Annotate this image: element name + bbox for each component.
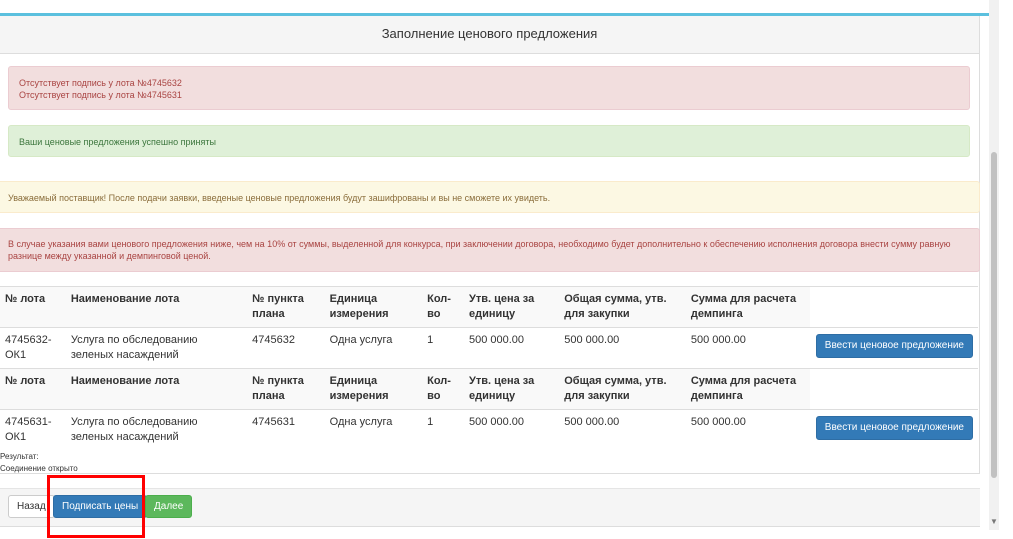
scrollbar-thumb[interactable] xyxy=(991,152,997,478)
header-unit: Единица измерения xyxy=(325,287,422,328)
scroll-down-arrow-icon[interactable]: ▼ xyxy=(990,517,998,526)
cell-unit-price: 500 000.00 xyxy=(464,328,559,369)
success-alert xyxy=(8,125,970,157)
page-scrollbar[interactable] xyxy=(989,0,999,530)
sign-prices-button[interactable]: Подписать цены xyxy=(53,495,147,518)
header-lot-name: Наименование лота xyxy=(66,287,247,328)
header-unit: Единица измерения xyxy=(325,369,422,410)
header-action xyxy=(810,369,978,410)
cell-action xyxy=(810,328,978,369)
warning-alert xyxy=(0,181,980,213)
signature-missing-message: Отсутствует подпись у лота №4745632 xyxy=(19,78,182,88)
table-row xyxy=(0,410,978,451)
cell-dumping-sum: 500 000.00 xyxy=(686,410,810,451)
header-dumping-sum: Сумма для расчета демпинга xyxy=(686,369,810,410)
header-total: Общая сумма, утв. для закупки xyxy=(559,287,686,328)
cell-lot-no: 4745632-ОК1 xyxy=(0,328,66,369)
header-unit-price: Утв. цена за единицу xyxy=(464,287,559,328)
header-qty: Кол-во xyxy=(422,369,464,410)
header-lot-no: № лота xyxy=(0,287,66,328)
signature-missing-message: Отсутствует подпись у лота №4745631 xyxy=(19,90,182,100)
result-block xyxy=(0,451,78,475)
header-plan-item: № пункта плана xyxy=(247,369,325,410)
lots-table xyxy=(0,286,978,451)
header-qty: Кол-во xyxy=(422,287,464,328)
cell-unit: Одна услуга xyxy=(325,410,422,451)
cell-qty: 1 xyxy=(422,410,464,451)
table-header-row xyxy=(0,287,978,328)
cell-qty: 1 xyxy=(422,328,464,369)
cell-plan-item: 4745631 xyxy=(247,410,325,451)
cell-lot-name: Услуга по обследованию зеленых насаждений xyxy=(66,410,247,451)
cell-unit-price: 500 000.00 xyxy=(464,410,559,451)
header-plan-item: № пункта плана xyxy=(247,287,325,328)
cell-plan-item: 4745632 xyxy=(247,328,325,369)
cell-action xyxy=(810,410,978,451)
header-action xyxy=(810,287,978,328)
header-lot-name: Наименование лота xyxy=(66,369,247,410)
cell-total: 500 000.00 xyxy=(559,410,686,451)
result-label: Результат: xyxy=(0,452,39,461)
cell-dumping-sum: 500 000.00 xyxy=(686,328,810,369)
signature-missing-alert xyxy=(8,66,970,110)
enter-price-button[interactable]: Ввести ценовое предложение xyxy=(816,334,973,358)
header-dumping-sum: Сумма для расчета демпинга xyxy=(686,287,810,328)
dumping-alert xyxy=(0,228,980,272)
warning-message: Уважаемый поставщик! После подачи заявки, введеные ценовые предложения будут зашифрованы и вы не сможете их увидеть. xyxy=(8,193,551,203)
table-header-row xyxy=(0,369,978,410)
cell-total: 500 000.00 xyxy=(559,328,686,369)
success-message: Ваши ценовые предложения успешно приняты xyxy=(19,137,216,147)
dumping-message: В случае указания вами ценового предложения ниже, чем на 10% от суммы, выделенной для конкурса, при заключении договора, необходимо будет дополнительно к обеспечению исполнения договора внести сумму равную разнице между указанной и демпинговой ценой. xyxy=(8,239,951,261)
enter-price-button[interactable]: Ввести ценовое предложение xyxy=(816,416,973,440)
cell-lot-no: 4745631-ОК1 xyxy=(0,410,66,451)
back-button[interactable]: Назад xyxy=(8,495,55,518)
table-row xyxy=(0,328,978,369)
header-lot-no: № лота xyxy=(0,369,66,410)
header-total: Общая сумма, утв. для закупки xyxy=(559,369,686,410)
cell-lot-name: Услуга по обследованию зеленых насаждений xyxy=(66,328,247,369)
cell-unit: Одна услуга xyxy=(325,328,422,369)
panel-title: Заполнение ценового предложения xyxy=(0,16,979,54)
header-unit-price: Утв. цена за единицу xyxy=(464,369,559,410)
connection-status: Соединение открыто xyxy=(0,464,78,473)
next-button[interactable]: Далее xyxy=(145,495,192,518)
